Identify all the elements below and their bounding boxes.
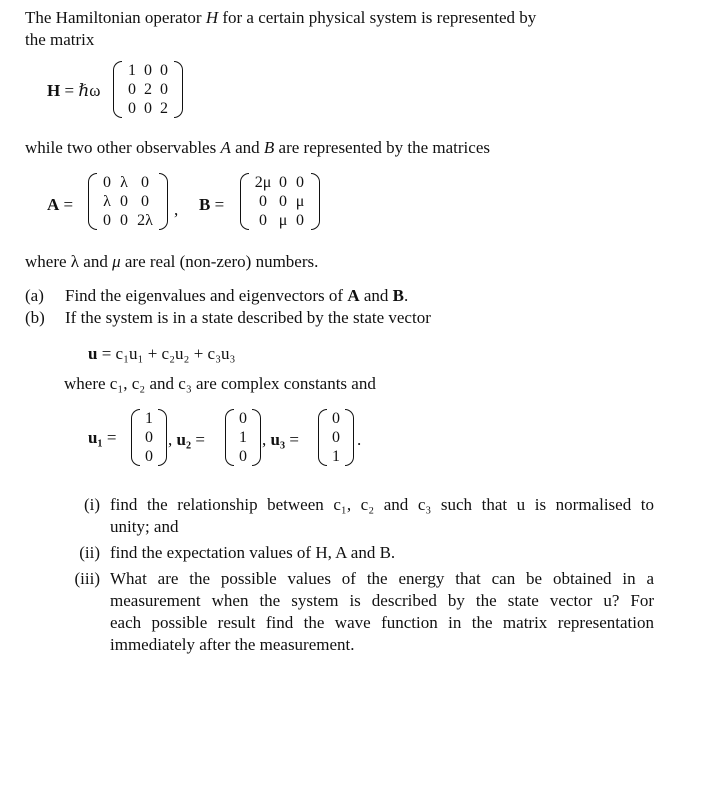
intro-text: The Hamiltonian operator (25, 8, 206, 27)
right-paren (311, 173, 320, 230)
matrix-cell: 0 (128, 81, 136, 98)
intro-line-1 (25, 8, 536, 28)
matrix-cell: 2 (144, 81, 152, 98)
subpart-line: find the expectation values of H, A and B. (110, 543, 396, 562)
comma: , (168, 430, 173, 449)
matrix-cell: 0 (141, 193, 149, 210)
h-prefactor: = ℏω (60, 81, 101, 100)
right-paren (345, 409, 354, 466)
right-paren (159, 173, 168, 230)
matrix-cell: 0 (279, 193, 287, 210)
subpart-label: (ii) (79, 543, 100, 562)
right-paren (174, 61, 183, 118)
u3-lhs (262, 430, 299, 450)
vector-component: 0 (145, 429, 153, 446)
a-equation-lhs (47, 195, 73, 215)
where-pre: where λ and (25, 252, 113, 271)
b-matrix-grid (249, 173, 311, 230)
intro-line-2: the matrix (25, 30, 95, 49)
h-matrix (113, 61, 183, 118)
u2-grid (234, 409, 252, 466)
period: . (403, 286, 409, 305)
b-matrix-symbol: B (199, 195, 211, 214)
h-matrix-symbol: H (47, 81, 61, 100)
matrix-cell: 0 (259, 212, 267, 229)
u1-lhs (88, 428, 116, 448)
u2-symbol: u₂ (176, 430, 192, 449)
subpart-label: (iii) (74, 569, 100, 588)
vector-component: 0 (239, 448, 247, 465)
constants-text: where c₁, c₂ and c₃ are complex constants and (64, 374, 376, 393)
observables-text (25, 138, 490, 158)
left-paren (131, 409, 140, 466)
u-symbol: u (88, 344, 98, 363)
vector-component: 0 (239, 410, 247, 427)
matrix-cell: 0 (259, 193, 267, 210)
right-paren (252, 409, 261, 466)
left-paren (113, 61, 122, 118)
u1-vector (131, 409, 167, 466)
subpart-line: each possible result find the wave function in the matrix representation (110, 613, 654, 632)
hamiltonian-symbol: H (205, 8, 219, 27)
part-a (25, 286, 408, 306)
subpart-line: unity; and (110, 517, 179, 536)
vector-component: 1 (332, 448, 340, 465)
vector-component: 1 (145, 410, 153, 427)
h-equation-lhs (47, 81, 100, 101)
matrix-cell: 0 (120, 212, 128, 229)
observables-text-pre: while two other observables (25, 138, 221, 157)
matrix-cell: 0 (160, 81, 168, 98)
matrix-cell: 0 (128, 100, 136, 117)
equals-sign: = (59, 195, 74, 214)
b-equation-lhs (199, 195, 224, 215)
matrix-cell: 0 (144, 100, 152, 117)
matrix-cell: 0 (141, 174, 149, 191)
matrix-cell: 2 (160, 100, 168, 117)
matrix-cell: μ (295, 193, 305, 210)
b-matrix (240, 173, 320, 230)
matrix-cell: 0 (160, 62, 168, 79)
part-b (25, 308, 431, 328)
where-post: are real (non-zero) numbers. (120, 252, 319, 271)
u3-grid (327, 409, 345, 466)
part-b-text: If the system is in a state described by the state vector (65, 308, 431, 327)
vector-component: 0 (145, 448, 153, 465)
b-symbol: B (263, 138, 275, 157)
left-paren (88, 173, 97, 230)
comma: , (174, 200, 179, 219)
subpart-line: measurement when the system is described by the state vector u? For (110, 591, 654, 610)
matrix-cell: 0 (120, 193, 128, 210)
mu-symbol: μ (112, 252, 121, 271)
a-matrix-symbol: A (47, 195, 60, 214)
state-vector-equation (88, 344, 235, 364)
u1-grid (140, 409, 158, 466)
subpart-line: find the relationship between c₁, c₂ and c₃ such that u is normalised to (110, 495, 654, 514)
matrix-cell: λ (103, 193, 111, 210)
u2-lhs (168, 430, 205, 450)
comma: , (262, 430, 267, 449)
where-text (25, 252, 318, 272)
matrix-cell: 0 (296, 212, 304, 229)
period: . (357, 430, 362, 449)
subpart-label: (i) (83, 495, 100, 514)
right-paren (158, 409, 167, 466)
and-word: and (359, 286, 393, 305)
and-word: and (230, 138, 264, 157)
observables-text-post: are represented by the matrices (274, 138, 490, 157)
matrix-cell: 0 (296, 174, 304, 191)
equals-sign: = (285, 430, 299, 449)
u3-vector (318, 409, 354, 466)
subpart-line: What are the possible values of the energy that can be obtained in a (110, 569, 654, 588)
u2-vector (225, 409, 261, 466)
a-symbol: A (220, 138, 231, 157)
left-paren (225, 409, 234, 466)
part-a-text: Find the eigenvalues and eigenvectors of (65, 286, 348, 305)
equals-sign: = (191, 430, 205, 449)
matrix-cell: 0 (103, 174, 111, 191)
matrix-cell: 2λ (137, 212, 153, 229)
matrix-cell: λ (120, 174, 128, 191)
a-matrix (88, 173, 168, 230)
matrix-cell: 0 (279, 174, 287, 191)
equals-sign: = (210, 195, 225, 214)
intro-text-cont: for a certain physical system is represented by (218, 8, 537, 27)
a-matrix-grid (97, 173, 159, 230)
vector-component: 0 (332, 410, 340, 427)
part-b-label: (b) (25, 308, 45, 327)
part-a-label: (a) (25, 286, 44, 305)
matrix-cell: 0 (103, 212, 111, 229)
subpart-line: immediately after the measurement. (110, 635, 355, 654)
left-paren (240, 173, 249, 230)
left-paren (318, 409, 327, 466)
matrix-cell: μ (278, 212, 288, 229)
u-expansion: = c₁u₁ + c₂u₂ + c₃u₃ (97, 344, 236, 363)
b-symbol: B (392, 286, 404, 305)
h-matrix-grid (122, 61, 174, 118)
equals-sign: = (102, 428, 117, 447)
u3-symbol: u₃ (270, 430, 286, 449)
a-symbol: A (347, 286, 360, 305)
matrix-cell: 1 (128, 62, 136, 79)
u1-symbol: u₁ (88, 428, 103, 447)
vector-component: 1 (239, 429, 247, 446)
matrix-cell: 2μ (254, 174, 272, 191)
matrix-cell: 0 (144, 62, 152, 79)
vector-component: 0 (332, 429, 340, 446)
